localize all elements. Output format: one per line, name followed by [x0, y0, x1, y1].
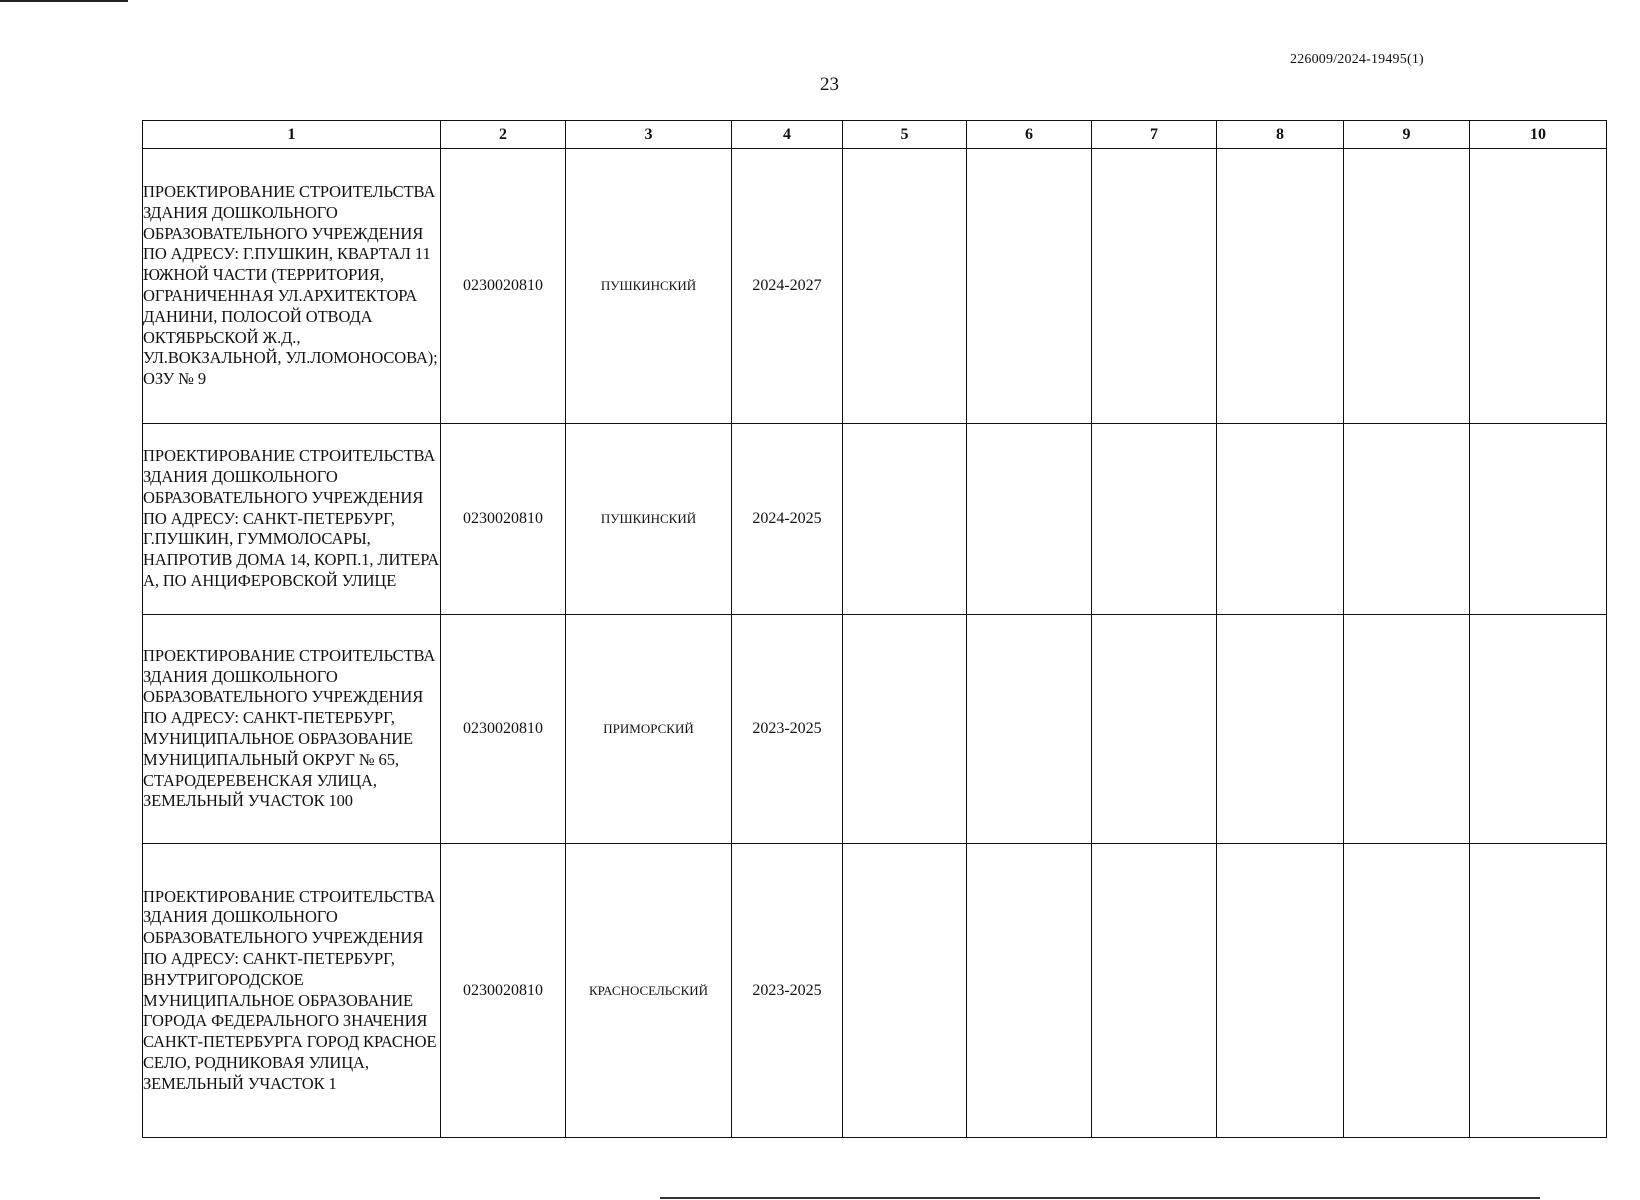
project-name-cell: ПРОЕКТИРОВАНИЕ СТРОИТЕЛЬСТВА ЗДАНИЯ ДОШКОЛЬНОГО ОБРАЗОВАТЕЛЬНОГО УЧРЕЖДЕНИЯ ПО АДРЕСУ: Г.ПУШКИН, КВАРТАЛ 11 ЮЖНОЙ ЧАСТИ (ТЕРРИТОРИЯ, ОГРАНИЧЕННАЯ УЛ.АРХИТЕКТОРА ДАНИНИ, ПОЛОСОЙ ОТВОДА ОКТЯБРЬСКОЙ Ж.Д., УЛ.ВОКЗАЛЬНОЙ, УЛ.ЛОМОНОСОВА); ОЗУ № 9 [143, 149, 441, 424]
district-cell: ПУШКИНСКИЙ [566, 149, 732, 424]
table-row [143, 844, 1607, 1138]
empty-cell [1217, 844, 1344, 1138]
period-cell: 2024-2025 [732, 424, 843, 615]
district-cell: ПУШКИНСКИЙ [566, 424, 732, 615]
construction-projects-table [142, 120, 1607, 1138]
empty-cell [1344, 844, 1470, 1138]
empty-cell [1092, 424, 1217, 615]
empty-cell [1470, 149, 1607, 424]
empty-cell [967, 844, 1092, 1138]
table-row [143, 149, 1607, 424]
empty-cell [967, 149, 1092, 424]
column-header-1: 1 [143, 121, 441, 149]
page-number: 23 [820, 74, 839, 95]
target-code-cell: 0230020810 [441, 424, 566, 615]
empty-cell [843, 844, 967, 1138]
column-number-row [143, 121, 1607, 149]
project-name-cell: ПРОЕКТИРОВАНИЕ СТРОИТЕЛЬСТВА ЗДАНИЯ ДОШКОЛЬНОГО ОБРАЗОВАТЕЛЬНОГО УЧРЕЖДЕНИЯ ПО АДРЕСУ: САНКТ-ПЕТЕРБУРГ, Г.ПУШКИН, ГУММОЛОСАРЫ, НАПРОТИВ ДОМА 14, КОРП.1, ЛИТЕРА А, ПО АНЦИФЕРОВСКОЙ УЛИЦЕ [143, 424, 441, 615]
bottom-edge-line [660, 1197, 1540, 1199]
district-cell: КРАСНОСЕЛЬСКИЙ [566, 844, 732, 1138]
empty-cell [967, 424, 1092, 615]
page-edge-mark [0, 0, 128, 2]
empty-cell [1092, 149, 1217, 424]
period-cell: 2023-2025 [732, 615, 843, 844]
project-name-cell: ПРОЕКТИРОВАНИЕ СТРОИТЕЛЬСТВА ЗДАНИЯ ДОШКОЛЬНОГО ОБРАЗОВАТЕЛЬНОГО УЧРЕЖДЕНИЯ ПО АДРЕСУ: САНКТ-ПЕТЕРБУРГ, МУНИЦИПАЛЬНОЕ ОБРАЗОВАНИЕ МУНИЦИПАЛЬНЫЙ ОКРУГ № 65, СТАРОДЕРЕВЕНСКАЯ УЛИЦА, ЗЕМЕЛЬНЫЙ УЧАСТОК 100 [143, 615, 441, 844]
empty-cell [843, 615, 967, 844]
period-cell: 2023-2025 [732, 844, 843, 1138]
empty-cell [1217, 424, 1344, 615]
target-code-cell: 0230020810 [441, 844, 566, 1138]
column-header-8: 8 [1217, 121, 1344, 149]
column-header-4: 4 [732, 121, 843, 149]
empty-cell [843, 149, 967, 424]
empty-cell [1470, 615, 1607, 844]
empty-cell [1470, 424, 1607, 615]
empty-cell [1217, 615, 1344, 844]
column-header-9: 9 [1344, 121, 1470, 149]
table-row [143, 424, 1607, 615]
empty-cell [967, 615, 1092, 844]
column-header-5: 5 [843, 121, 967, 149]
empty-cell [843, 424, 967, 615]
column-header-10: 10 [1470, 121, 1607, 149]
period-cell: 2024-2027 [732, 149, 843, 424]
target-code-cell: 0230020810 [441, 615, 566, 844]
column-header-2: 2 [441, 121, 566, 149]
empty-cell [1092, 615, 1217, 844]
project-name-cell: ПРОЕКТИРОВАНИЕ СТРОИТЕЛЬСТВА ЗДАНИЯ ДОШКОЛЬНОГО ОБРАЗОВАТЕЛЬНОГО УЧРЕЖДЕНИЯ ПО АДРЕСУ: САНКТ-ПЕТЕРБУРГ, ВНУТРИГОРОДСКОЕ МУНИЦИПАЛЬНОЕ ОБРАЗОВАНИЕ ГОРОДА ФЕДЕРАЛЬНОГО ЗНАЧЕНИЯ САНКТ-ПЕТЕРБУРГА ГОРОД КРАСНОЕ СЕЛО, РОДНИКОВАЯ УЛИЦА, ЗЕМЕЛЬНЫЙ УЧАСТОК 1 [143, 844, 441, 1138]
empty-cell [1092, 844, 1217, 1138]
table-row [143, 615, 1607, 844]
target-code-cell: 0230020810 [441, 149, 566, 424]
empty-cell [1344, 424, 1470, 615]
empty-cell [1470, 844, 1607, 1138]
column-header-7: 7 [1092, 121, 1217, 149]
empty-cell [1344, 615, 1470, 844]
column-header-6: 6 [967, 121, 1092, 149]
empty-cell [1344, 149, 1470, 424]
empty-cell [1217, 149, 1344, 424]
document-id: 226009/2024-19495(1) [1290, 52, 1424, 67]
district-cell: ПРИМОРСКИЙ [566, 615, 732, 844]
column-header-3: 3 [566, 121, 732, 149]
